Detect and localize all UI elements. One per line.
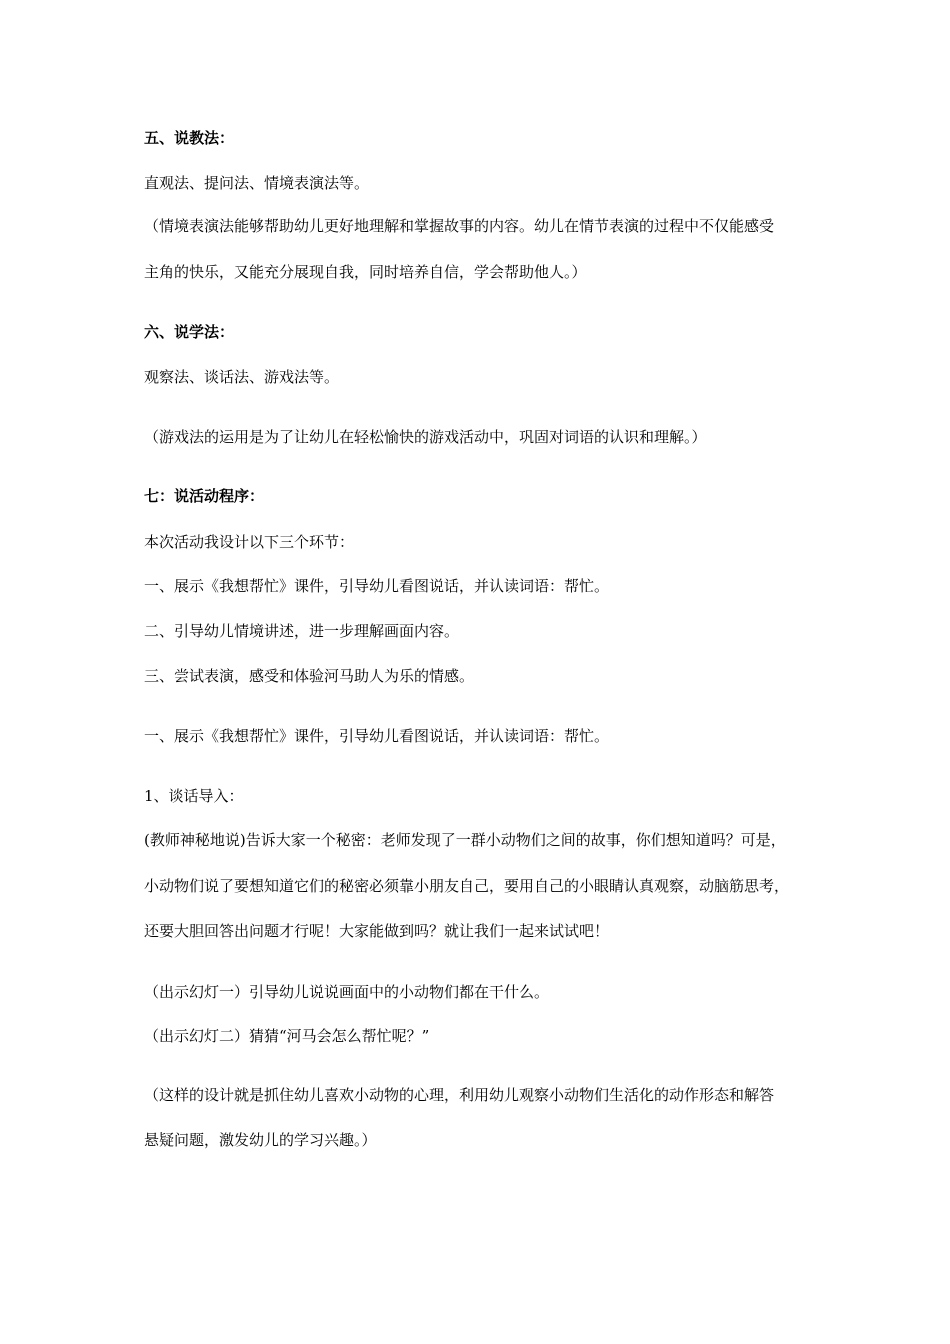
section6-methods: 观察法、谈话法、游戏法等。 [144, 368, 340, 386]
section7-heading: 七：说活动程序： [144, 487, 265, 505]
section5-note-line1: （情境表演法能够帮助幼儿更好地理解和掌握故事的内容。幼儿在情节表演的过程中不仅能感受 [144, 217, 775, 235]
section6-note: （游戏法的运用是为了让幼儿在轻松愉快的游戏活动中，巩固对词语的认识和理解。） [144, 428, 707, 446]
step-1: 一、展示《我想帮忙》课件，引导幼儿看图说话，并认读词语：帮忙。 [144, 577, 610, 595]
step1-heading: 一、展示《我想帮忙》课件，引导幼儿看图说话，并认读词语：帮忙。 [144, 727, 610, 745]
talk-line-3: 还要大胆回答出问题才行呢！大家能做到吗？就让我们一起来试试吧！ [144, 922, 610, 940]
step-2: 二、引导幼儿情境讲述，进一步理解画面内容。 [144, 622, 460, 640]
design-note-line-1: （这样的设计就是抓住幼儿喜欢小动物的心理，利用幼儿观察小动物们生活化的动作形态和解答 [144, 1086, 775, 1104]
section6-heading: 六、说学法： [144, 323, 235, 341]
section5-heading: 五、说教法： [144, 129, 235, 147]
section5-methods: 直观法、提问法、情境表演法等。 [144, 174, 370, 192]
step-3: 三、尝试表演，感受和体验河马助人为乐的情感。 [144, 667, 475, 685]
design-note-line-2: 悬疑问题，激发幼儿的学习兴趣。） [144, 1131, 377, 1149]
talk-line-2: 小动物们说了要想知道它们的秘密必须靠小朋友自己，要用自己的小眼睛认真观察，动脑筋思考， [144, 877, 790, 895]
sub1-heading: 1、谈话导入： [144, 787, 244, 805]
talk-line-1: (教师神秘地说)告诉大家一个秘密：老师发现了一群小动物们之间的故事，你们想知道吗？可是， [144, 831, 786, 849]
section5-note-line2: 主角的快乐，又能充分展现自我，同时培养自信，学会帮助他人。） [144, 263, 587, 281]
slide-2-instruction: （出示幻灯二）猜猜“河马会怎么帮忙呢？” [144, 1027, 430, 1045]
slide-1-instruction: （出示幻灯一）引导幼儿说说画面中的小动物们都在干什么。 [144, 983, 550, 1001]
section7-intro: 本次活动我设计以下三个环节： [144, 533, 355, 551]
